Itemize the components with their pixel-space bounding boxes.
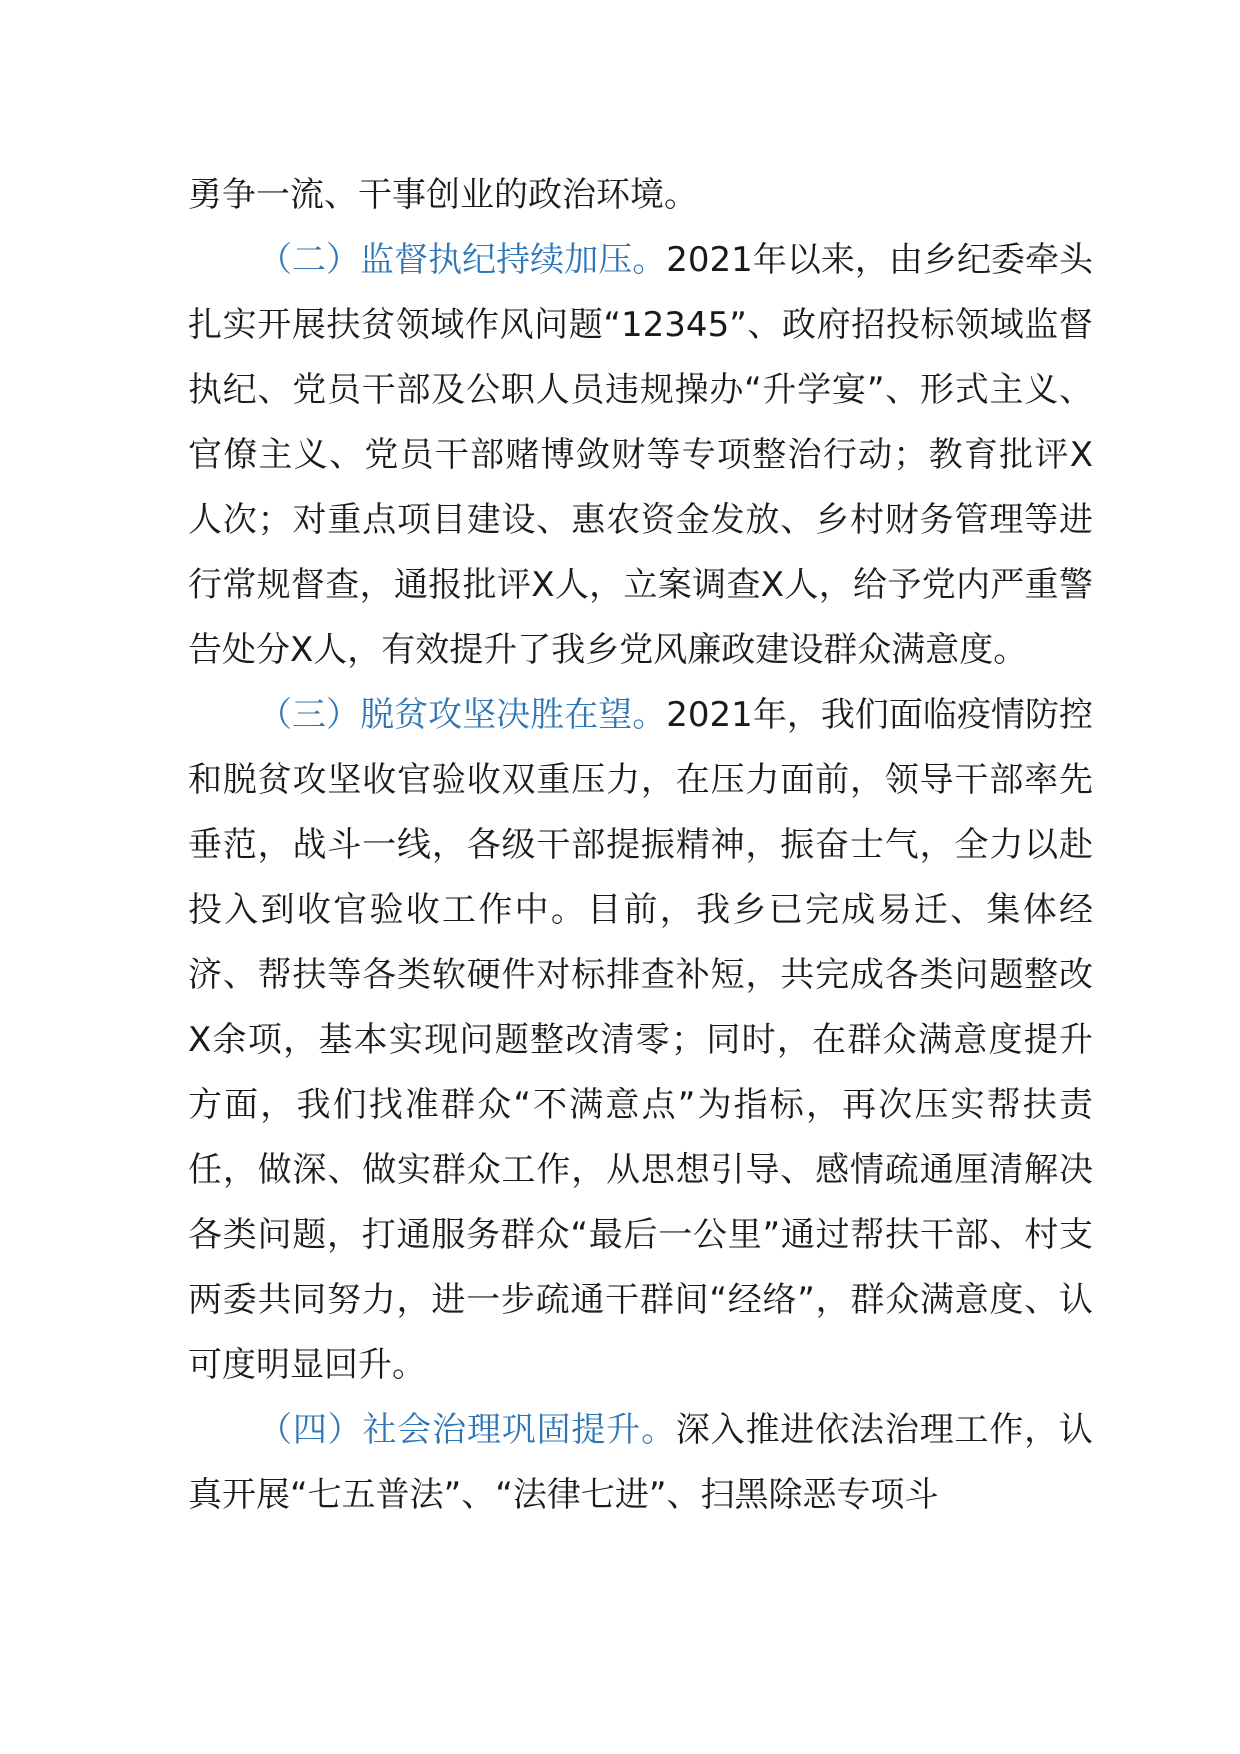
section-heading: （三）脱贫攻坚决胜在望。 [258,695,667,735]
paragraph-social-governance [188,1398,1093,1528]
paragraph-poverty-alleviation [188,683,1093,1398]
section-heading: （四）社会治理巩固提升。 [258,1410,676,1450]
paragraph-body: 2021年以来，由乡纪委牵头扎实开展扶贫领域作风问题“12345”、政府招投标领域监督执纪、党员干部及公职人员违规操办“升学宴”、形式主义、官僚主义、党员干部赌博敛财等专项整治行动；教育批评X人次；对重点项目建设、惠农资金发放、乡村财务管理等进行常规督查，通报批评X人，立案调查X人，给予党内严重警告处分X人，有效提升了我乡党风廉政建设群众满意度。 [188,240,1094,670]
section-heading: （二）监督执纪持续加压。 [258,240,667,280]
paragraph-body: 深入推进依法治理工作，认真开展“七五普法”、“法律七进”、扫黑除恶专项斗 [188,1410,1094,1515]
paragraph-continuation [188,163,1093,228]
paragraph-body: 勇争一流、干事创业的政治环境。 [188,175,698,215]
paragraph-body: 2021年，我们面临疫情防控和脱贫攻坚收官验收双重压力，在压力面前，领导干部率先垂范，战斗一线，各级干部提振精神，振奋士气，全力以赴投入到收官验收工作中。目前，我乡已完成易迁、集体经济、帮扶等各类软硬件对标排查补短，共完成各类问题整改X余项，基本实现问题整改清零；同时，在群众满意度提升方面，我们找准群众“不满意点”为指标，再次压实帮扶责任，做深、做实群众工作，从思想引导、感情疏通厘清解决各类问题，打通服务群众“最后一公里”通过帮扶干部、村支两委共同努力，进一步疏通干群间“经络”，群众满意度、认可度明显回升。 [188,695,1094,1385]
document-page [188,163,1093,1528]
paragraph-supervision [188,228,1093,683]
